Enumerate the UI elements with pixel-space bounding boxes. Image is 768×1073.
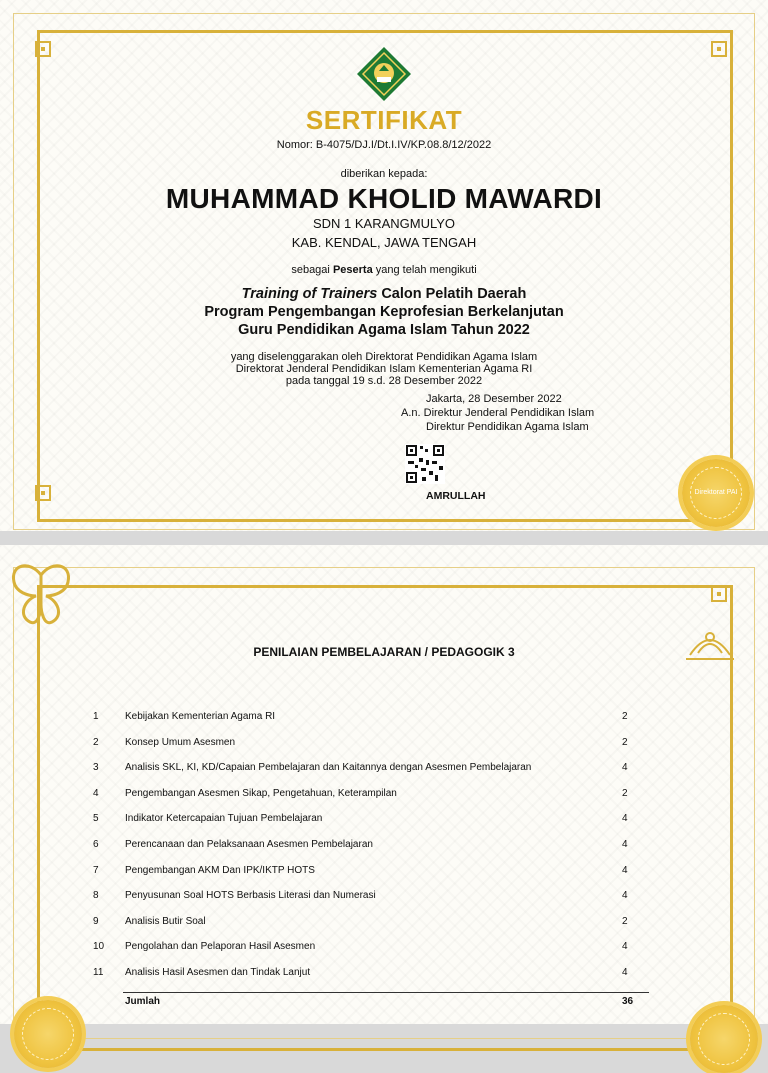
corner-ornament-bottom-left [30,472,70,512]
corner-ornament-top-right-2 [700,575,740,615]
recipient-district: KAB. KENDAL, JAWA TENGAH [291,235,477,250]
row-number: 10 [93,941,105,953]
organizer-line-3: pada tanggal 19 s.d. 28 Desember 2022 [285,375,483,387]
row-value: 2 [622,915,628,927]
total-label: Jumlah [125,996,161,1007]
row-topic: Analisis Hasil Asesmen dan Tindak Lanjut [125,967,311,978]
role-prefix: sebagai [291,264,330,276]
row-value: 2 [622,787,628,799]
given-to-label: diberikan kepada: [340,168,428,180]
role-suffix: yang telah mengikuti [375,264,477,276]
certificate-number: Nomor: B-4075/DJ.I/Dt.I.IV/KP.08.8/12/2022 [276,139,492,151]
gold-seal [682,459,750,527]
row-topic: Pengembangan AKM Dan IPK/IKTP HOTS [125,864,315,876]
row-topic: Kebijakan Kementerian Agama RI [125,711,276,722]
certificate-page [0,0,768,531]
butterfly-ornament-icon [8,560,74,630]
recipient-school: SDN 1 KARANGMULYO [312,216,456,231]
row-value: 4 [622,890,628,902]
row-number: 6 [93,839,99,850]
qr-code-icon [405,444,445,484]
place-date: Jakarta, 28 Desember 2022 [426,393,562,405]
row-value: 2 [622,711,628,722]
total-value: 36 [622,996,634,1007]
organizer-line-2: Direktorat Jenderal Pendidikan Islam Kementerian Agama RI [235,363,533,375]
corner-ornament-top-left [30,32,70,72]
signer-position: Direktur Pendidikan Agama Islam [426,421,589,433]
row-topic: Perencanaan dan Pelaksanaan Asesmen Pembelajaran [125,839,373,850]
ornament-badge-icon [672,617,748,667]
row-number: 11 [93,967,104,978]
row-number: 4 [93,787,99,799]
row-topic: Indikator Ketercapaian Tujuan Pembelajaran [125,813,323,825]
row-value: 4 [622,813,628,825]
on-behalf: A.n. Direktur Jenderal Pendidikan Islam [401,407,595,419]
row-value: 4 [622,941,628,953]
table-row [0,916,768,930]
signer-name: AMRULLAH [426,490,486,502]
role-line [0,264,768,276]
program-italic: Training of Trainers [241,286,378,302]
row-topic: Analisis SKL, KI, KD/Capaian Pembelajaran dan Kaitannya dengan Asesmen Pembelajaran [125,762,532,774]
row-number: 8 [93,890,99,902]
inner-frame [37,30,733,522]
table-row [0,788,768,802]
table-row [0,941,768,955]
gold-seal-bottom-left [14,1000,82,1068]
row-number: 9 [93,915,99,927]
table-row [0,813,768,827]
row-value: 4 [622,967,628,978]
table-row [0,967,768,981]
table-row [0,890,768,904]
recipient-name: MUHAMMAD KHOLID MAWARDI [165,183,603,214]
row-topic: Konsep Umum Asesmen [125,736,236,748]
role-name: Peserta [332,264,373,276]
program-line1-rest: Calon Pelatih Daerah [381,286,527,302]
row-number: 5 [93,813,99,825]
organizer-line-1: yang diselenggarakan oleh Direktorat Pendidikan Agama Islam [230,351,538,363]
row-topic: Analisis Butir Soal [125,915,206,927]
row-number: 1 [93,711,99,722]
row-topic: Pengembangan Asesmen Sikap, Pengetahuan, Keterampilan [125,787,397,799]
row-value: 4 [622,864,628,876]
table-row [0,737,768,751]
gold-seal-bottom-right [690,1005,758,1073]
program-line-1 [0,286,768,302]
assessment-title: PENILAIAN PEMBELAJARAN / PEDAGOGIK 3 [253,645,515,659]
row-number: 2 [93,736,99,748]
table-row [0,711,768,725]
seal-text: Direktorat PAI [694,489,738,496]
table-row [0,839,768,853]
table-row [0,762,768,776]
row-value: 2 [622,736,628,748]
certificate-title: SERTIFIKAT [305,105,463,135]
corner-ornament-top-right [700,32,740,72]
program-line-3: Guru Pendidikan Agama Islam Tahun 2022 [238,322,530,338]
program-line-2: Program Pengembangan Keprofesian Berkelanjutan [204,304,564,320]
row-number: 7 [93,864,99,876]
row-number: 3 [93,762,99,774]
row-topic: Penyusunan Soal HOTS Berbasis Literasi dan Numerasi [125,890,376,902]
row-value: 4 [622,762,628,774]
row-value: 4 [622,839,628,850]
table-row [0,865,768,879]
row-topic: Pengolahan dan Pelaporan Hasil Asesmen [125,941,316,953]
total-divider [123,992,649,993]
kemenag-emblem-icon [355,45,413,103]
